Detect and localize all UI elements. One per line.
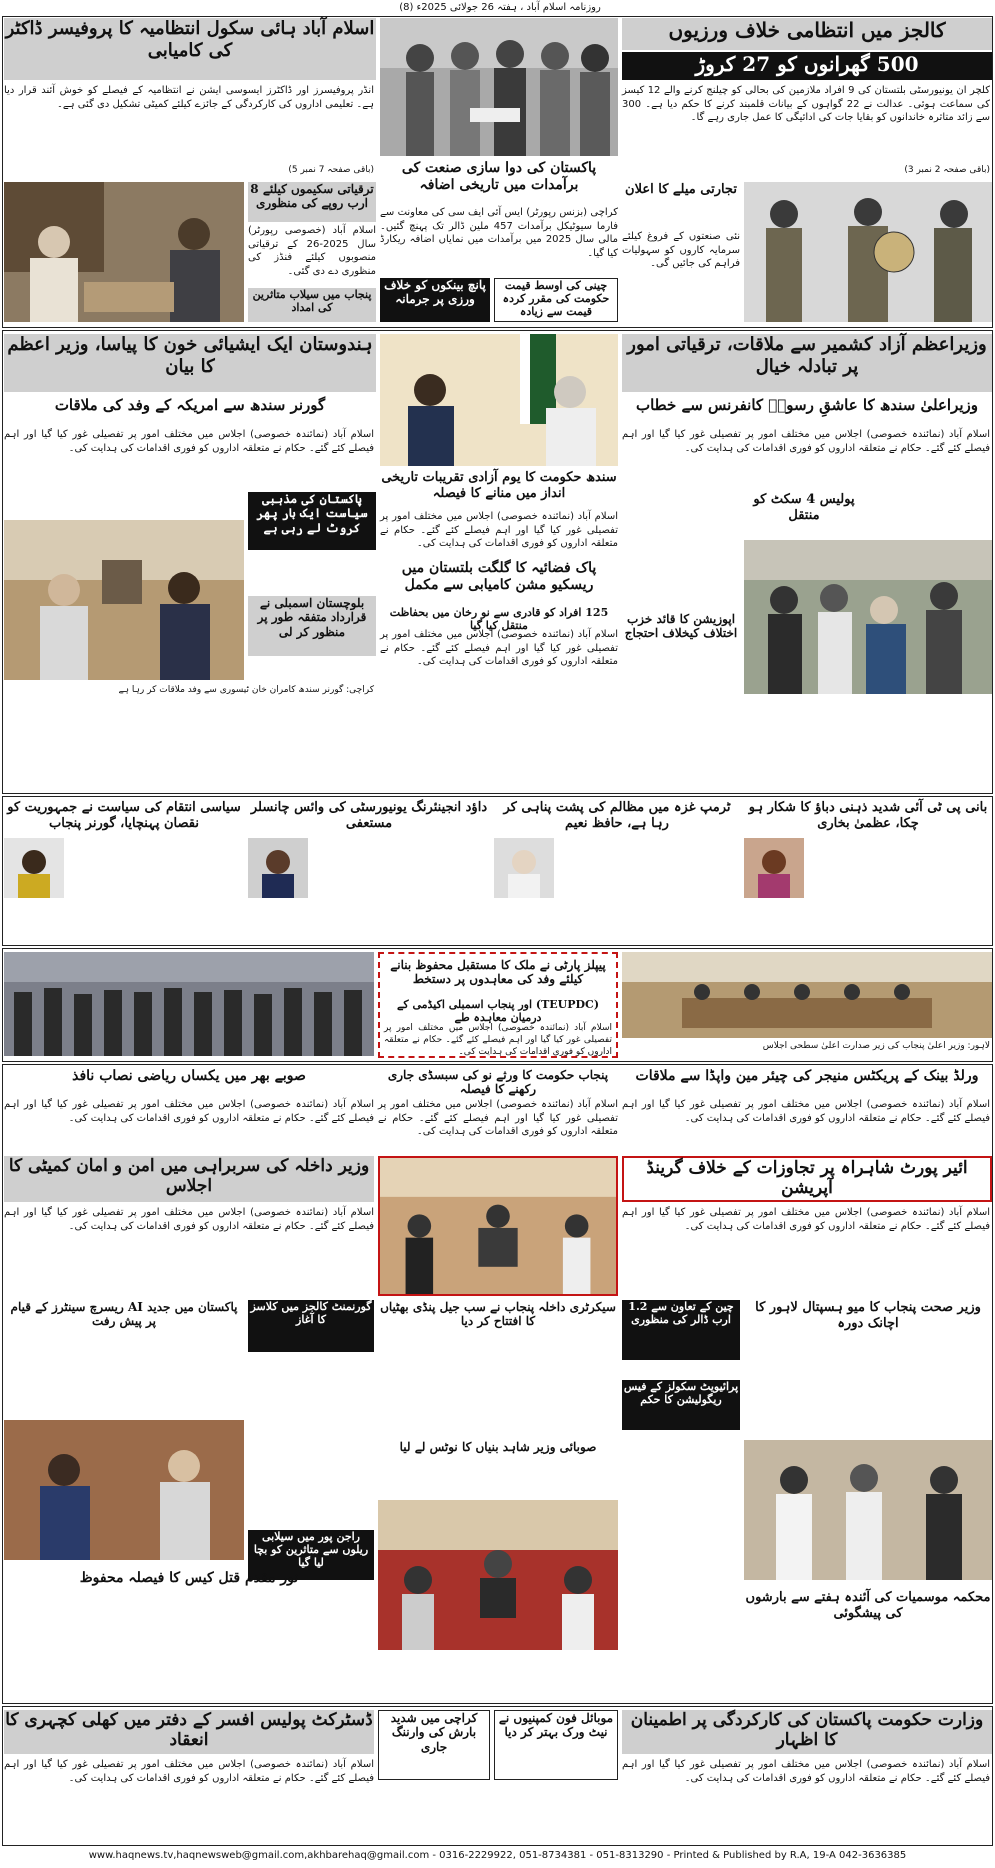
article-airport: اسلام آباد (نمائندہ خصوصی) اجلاس میں مختلف امور پر تفصیلی غور کیا گیا اور اہم فیصلے کئے گئے۔ حکام نے متعلقہ اداروں کو فوری اقدامات کی ہدایت کی۔ (622, 1207, 990, 1232)
headline-police: پولیس 4 سکٹ کو منتقل (753, 492, 855, 523)
ref-top-right: (باقی صفحہ 2 نمبر 3) (904, 165, 990, 175)
photo-police-shield (744, 182, 992, 322)
headline-ai-centers: پاکستان میں جدید AI ریسرچ سینٹرز کے قیام پر پیش رفت (10, 1300, 238, 1329)
headline-band5-right: وزارت حکومت پاکستان کی کارکردگی پر اطمینان کا اظہار (622, 1710, 992, 1754)
headline-trump: ٹرمپ غزہ میں مظالم کی پشت پناہی کر رہا ہے، حافظ نعیم (503, 800, 731, 831)
headline-dev-schemes: ترقیاتی سکیموں کیلئے 8 ارب روپے کی منظوری (248, 182, 376, 222)
headline-sifc: پاکستان کی دوا سازی صنعت کی برآمدات میں تاریخی اضافہ (401, 160, 597, 193)
photo-meeting-right (622, 952, 992, 1038)
headline-world-bank: ورلڈ بینک کے پریکٹس منیجر کی چیئر مین واپڈا سے ملاقات (635, 1068, 979, 1084)
article-maths: اسلام آباد (نمائندہ خصوصی) اجلاس میں مختلف امور پر تفصیلی غور کیا گیا اور اہم فیصلے کئے گئے۔ حکام نے متعلقہ اداروں کو فوری اقدامات کی ہدایت کی۔ (4, 1099, 374, 1124)
headline-punjab-gov: گورنمنٹ کالجز میں کلاسز کا آغاز (248, 1300, 374, 1352)
headline-interior-committee: وزیر داخلہ کی سربراہی میں امن و امان کمیٹی کا اجلاس (4, 1156, 374, 1202)
headline-airport-operation: ائیر پورٹ شاہراہ پر تجاوزات کے خلاف گرینڈ آپریشن (622, 1156, 992, 1202)
photo-uzma (744, 838, 804, 898)
photo-top-center (380, 18, 618, 156)
article-sifc: کراچی (بزنس رپورٹر) ایس آئی ایف سی کی معاونت سے فارما سیوٹیکل برآمدات 457 ملین ڈالر تک پہنچ گئیں۔ مالی سال 2025 میں برآمدات میں نمایاں اضافہ ریکارڈ کیا گیا۔ (380, 207, 618, 259)
headline-sindh-cm: وزیراعلیٰ سندھ کا عاشقِ رسولؐ کانفرنس سے خطاب (635, 396, 979, 414)
box-karachi-rain: کراچی میں شدید بارش کی وارننگ جاری (378, 1710, 490, 1780)
red-dashed-box (378, 952, 618, 1058)
photo-band2-center (380, 334, 618, 466)
article-sindh-independence: اسلام آباد (نمائندہ خصوصی) اجلاس میں مختلف امور پر تفصیلی غور کیا گیا اور اہم فیصلے کئے گئے۔ حکام نے متعلقہ اداروں کو فوری اقدامات کی ہدایت کی۔ (380, 511, 618, 549)
headline-health: وزیر صحت پنجاب کا میو ہسپتال لاہور کا اچانک دورہ (755, 1300, 981, 1331)
headline-opposition: اپوزیشن کا قائد خزب اختلاف کیخلاف احتجاج (624, 612, 738, 641)
article-sindh-cm: اسلام آباد (نمائندہ خصوصی) اجلاس میں مختلف امور پر تفصیلی غور کیا گیا اور اہم فیصلے کئے گئے۔ حکام نے متعلقہ اداروں کو فوری اقدامات کی ہدایت کی۔ (622, 429, 990, 454)
ref-top-left: (باقی صفحہ 7 نمبر 5) (288, 165, 374, 175)
headline-paf-rescue-sub: 125 افراد کو قادری سے نو رخان میں بحفاظت منتقل کیا گیا (389, 606, 609, 633)
dateline: روزنامہ اسلام آباد ، ہفتہ 26 جولائی 2025ء (8) (399, 2, 601, 13)
article-subsidy: اسلام آباد (نمائندہ خصوصی) اجلاس میں مختلف امور پر تفصیلی غور کیا گیا اور اہم فیصلے کئے گئے۔ حکام نے متعلقہ اداروں کو فوری اقدامات کی ہدایت کی۔ (378, 1099, 618, 1137)
headline-sindh-independence: سندھ حکومت کا یوم آزادی تقریبات تاریخی انداز میں منانے کا فیصلہ (381, 470, 617, 501)
headline-india: ہندوستان ایک ایشیائی خون کا پیاسا، وزیر اعظم کا بیان (4, 334, 376, 392)
headline-weather: محکمہ موسمیات کی آئندہ ہفتے سے بارشوں کی پیشگوئی (745, 1590, 991, 1621)
headline-governor-punjab: سیاسی انتقام کی سیاست نے جمہوریت کو نقصان پہنچایا، گورنر پنجاب (7, 800, 241, 831)
photo-gov-punjab (4, 838, 64, 898)
article-paf: اسلام آباد (نمائندہ خصوصی) اجلاس میں مختلف امور پر تفصیلی غور کیا گیا اور اہم فیصلے کئے گئے۔ حکام نے متعلقہ اداروں کو فوری اقدامات کی ہدایت کی۔ (380, 629, 618, 667)
article-governor: اسلام آباد (نمائندہ خصوصی) اجلاس میں مختلف امور پر تفصیلی غور کیا گیا اور اہم فیصلے کئے گئے۔ حکام نے متعلقہ اداروں کو فوری اقدامات کی ہدایت کی۔ (4, 429, 374, 454)
photo-top-left (4, 182, 244, 322)
headline-pti: بانی پی ٹی آئی شدید ذہنی دباؤ کا شکار ہو چکا، عظمیٰ بخاری (748, 800, 988, 831)
photo-band2-right (744, 540, 992, 694)
article-dev-schemes: اسلام آباد (خصوصی رپورٹر) سال 2025-26 کے ترقیاتی منصوبوں کیلئے فنڈز کی منظوری دے دی گئی۔ (248, 225, 377, 277)
headline-maths: صوبے بھر میں یکساں ریاضی نصاب نافذ (72, 1068, 306, 1084)
headline-top-left: اسلام آباد ہائی سکول انتظامیہ کا پروفیسر ڈاکٹر کی کامیابی (4, 18, 376, 80)
photo-officials-left (4, 1420, 244, 1560)
photo-hafiz (494, 838, 554, 898)
headline-dawood: داؤد انجینئرنگ یونیورسٹی کی وائس چانسلر مستعفی (250, 800, 488, 831)
headline-top-right-2: 500 گھرانوں کو 27 کروڑ (622, 52, 992, 80)
box-headline-1: چینی کی اوسط قیمت حکومت کی مقرر کردہ قیمت سے زیادہ (494, 278, 618, 322)
headline-paf-rescue: پاک فضائیہ کا گلگت بلتستان میں ریسکیو مشن کامیابی سے مکمل (401, 560, 597, 593)
article-top-left: انڈر پروفیسرز اور ڈاکٹرز ایسوسی ایشن نے انتظامیہ کے فیصلے کو خوش آئند قرار دیا ہے۔ تعلیمی اداروں کی کارکردگی کے جائزے کیلئے کمیٹی تشکیل دی گئی ہے۔ (4, 85, 374, 110)
box-mobile: موبائل فون کمپنیوں نے نیٹ ورک بہتر کر دیا (494, 1710, 618, 1780)
caption-governor: کراچی: گورنر سندھ کامران خان ٹیسوری سے وفد ملاقات کر رہا ہے (118, 685, 374, 695)
headline-ajk: وزیراعظم آزاد کشمیر سے ملاقات، ترقیاتی امور پر تبادلہ خیال (622, 334, 992, 392)
photo-governor (4, 520, 244, 680)
article-interior: اسلام آباد (نمائندہ خصوصی) اجلاس میں مختلف امور پر تفصیلی غور کیا گیا اور اہم فیصلے کئے گئے۔ حکام نے متعلقہ اداروں کو فوری اقدامات کی ہدایت کی۔ (4, 1207, 374, 1232)
headline-minister: صوبائی وزیر شاہد بنیاں کا نوٹس لے لیا (399, 1440, 597, 1454)
headline-red-box: پیپلز پارٹی نے ملک کا مستقبل محفوظ بنانے کیلئے وفد کی معاہدوں پر دستخط (390, 958, 606, 987)
photo-meeting-bottom (378, 1500, 618, 1650)
headline-religious-politics: پاکستان کی مذہبی سیاست ایک بار پھر کروٹ لے رہی ہے (248, 492, 376, 550)
box-headline-2: پانچ بینکوں کو خلاف ورزی پر جرمانہ (380, 278, 490, 322)
headline-governor-sindh: گورنر سندھ سے امریکہ کے وفد کی ملاقات (54, 396, 326, 414)
headline-china-loan: چین کے تعاون سے 1.2 ارب ڈالر کی منظوری (622, 1300, 740, 1360)
article-fest: نئی صنعتوں کے فروغ کیلئے سرمایہ کاروں کو سہولیات فراہم کی جائیں گی۔ (622, 231, 740, 269)
caption-meeting-right: لاہور: وزیر اعلیٰ پنجاب کی زیر صدارت اعلیٰ سطحی اجلاس (762, 1041, 990, 1051)
footer-contact: www.haqnews.tv,haqnewsweb@gmail.com,akhbarehaq@gmail.com - 0316-2229922, 051-8734381 - 051-8313290 - Printed & Published by R.A, 19-A 042-3636385 (88, 1850, 907, 1861)
photo-health (744, 1440, 992, 1580)
headline-jail: سیکرٹری داخلہ پنجاب نے سب جیل پنڈی بھٹیاں کا افتتاح کر دیا (380, 1300, 616, 1329)
headline-private-schools: پرائیویٹ سکولز کے فیس ریگولیشن کا حکم (622, 1380, 740, 1430)
photo-group-left (4, 952, 374, 1056)
headline-punjab-subsidy: پنجاب حکومت کا ورثے نو کی سبسڈی جاری رکھنے کا فیصلہ (387, 1068, 609, 1097)
headline-band5-left: ڈسٹرکٹ پولیس افسر کے دفتر میں کھلی کچہری کا انعقاد (4, 1710, 374, 1754)
box-headline-3: پنجاب میں سیلاب متاثرین کی امداد (248, 288, 376, 322)
article-red-box: اسلام آباد (نمائندہ خصوصی) اجلاس میں مختلف امور پر تفصیلی غور کیا گیا اور اہم فیصلے کئے گئے۔ حکام نے متعلقہ اداروں کو فوری اقدامات کی ہدایت کی۔ (384, 1023, 612, 1058)
article-band5-left: اسلام آباد (نمائندہ خصوصی) اجلاس میں مختلف امور پر تفصیلی غور کیا گیا اور اہم فیصلے کئے گئے۔ حکام نے متعلقہ اداروں کو فوری اقدامات کی ہدایت کی۔ (4, 1759, 374, 1784)
headline-balochistan: بلوچستان اسمبلی نے قرارداد متفقہ طور پر منظور کر لی (248, 596, 376, 656)
photo-vc (248, 838, 308, 898)
headline-fest: تجارتی میلے کا اعلان (625, 182, 737, 197)
article-band5-right: اسلام آباد (نمائندہ خصوصی) اجلاس میں مختلف امور پر تفصیلی غور کیا گیا اور اہم فیصلے کئے گئے۔ حکام نے متعلقہ اداروں کو فوری اقدامات کی ہدایت کی۔ (622, 1759, 990, 1784)
headline-noor: نور مقدم قتل کیس کا فیصلہ محفوظ (79, 1570, 299, 1586)
headline-ravi: راجن پور میں سیلابی ریلوں سے متاثرین کو بچا لیا گیا (248, 1530, 374, 1580)
article-top-right: کلچر ان یونیورسٹی بلتستان کی 9 افراد ملازمین کی بحالی کو چیلنج کرنے والے 12 کیسز کی سماعت ہوئی۔ عدالت نے 22 گواہوں کے بیانات قلمبند کرنے کا حکم دیا ہے۔ 300 سے زائد متاثرہ خاندانوں کو بقایا جات کی ادائیگی کا عمل جاری رہے گا۔ (622, 85, 990, 123)
photo-meeting-center (378, 1156, 618, 1296)
headline-top-right: کالجز میں انتظامی خلاف ورزیوں (622, 18, 992, 50)
article-world-bank: اسلام آباد (نمائندہ خصوصی) اجلاس میں مختلف امور پر تفصیلی غور کیا گیا اور اہم فیصلے کئے گئے۔ حکام نے متعلقہ اداروں کو فوری اقدامات کی ہدایت کی۔ (622, 1099, 990, 1124)
headline-red-box-2: (TEUPDC) اور پنجاب اسمبلی اکیڈمی کے درمیان معاہدہ طے (396, 998, 600, 1025)
